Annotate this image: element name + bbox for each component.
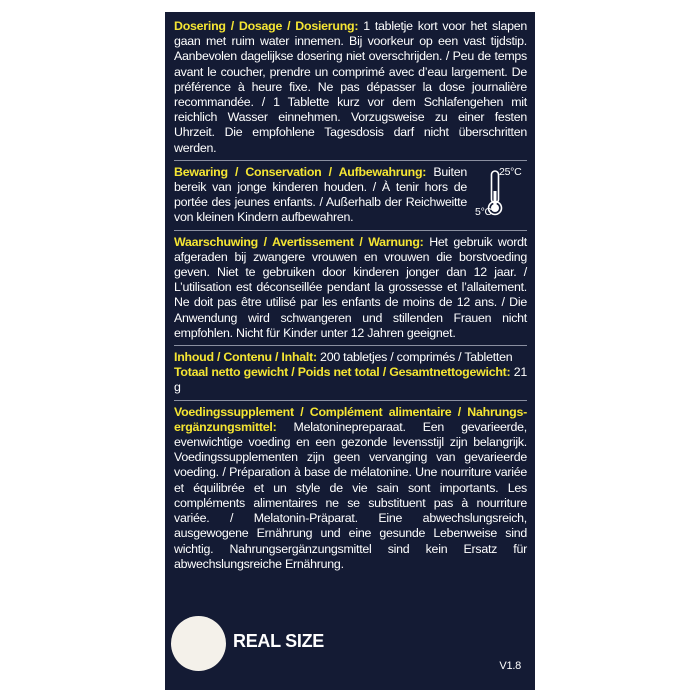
supplement-body: Melatoninepreparaat. Een gevarieerde, evenwichtige voeding en een gezonde levensstijl zijn belangrijk. Voedingssupplementen zijn geen vervanging van gevarieerde voeding. / Préparation à base de mélatonine. Une nourriture variée et équilibrée et un style de vie sain sont importants. Les compléments alimentaires ne se substituent pas à nourriture variée. / Melatonin-Präparat. Eine abwechslungsreich, ausgewogene Ernährung und eine gesunde Lebenweise sind wichtig. Nahrungsergänzungsmittel sind kein Ersatz für abwechslungsreiche Ernährung. bbox=[174, 419, 527, 571]
thermometer-icon bbox=[471, 165, 527, 225]
dosage-text bbox=[174, 19, 527, 156]
weight-body: 21 g bbox=[174, 365, 527, 395]
warning-body: Het gebruik wordt afgeraden bij zwangere vrouwen en vrouwen die borstvoeding geven. Niet te gebruiken door kinderen jonger dan 12 jaar. / L’utilisation est déconseillée pendant la grossesse et l’allaitement. Ne doit pas être utilisé par les enfants de moins de 12 ans. / Die Anwendung wird schwangeren und stillenden Frauen nicht empfohlen. Nicht für Kinder unter 12 Jahren geeignet. bbox=[174, 234, 527, 340]
real-size-caption: REAL SIZE bbox=[233, 631, 324, 651]
dosage-heading: Dosering / Dosage / Dosierung: bbox=[174, 19, 359, 33]
weight-heading: Totaal netto gewicht / Poids net total / Gesamtnettogewicht: bbox=[174, 365, 511, 380]
label-footer bbox=[165, 610, 535, 690]
warning-heading: Waarschuwing / Avertissement / Warnung: bbox=[174, 234, 424, 249]
storage-text bbox=[174, 165, 471, 226]
warning-section bbox=[174, 235, 527, 346]
warning-text bbox=[174, 235, 527, 341]
temp-max-label: 25°C bbox=[499, 165, 522, 178]
contents-body: 200 tabletjes / comprimés / Tabletten bbox=[316, 350, 513, 365]
storage-section bbox=[174, 165, 527, 231]
storage-heading: Bewaring / Conservation / Aufbewahrung: bbox=[174, 164, 427, 179]
temp-min-label: 5°C bbox=[475, 205, 492, 218]
dosage-section bbox=[174, 19, 527, 161]
weight-text bbox=[174, 365, 527, 395]
supplement-heading: Voedingssupplement / Complément alimentaire / Nahrungs-ergänzungsmittel: bbox=[174, 404, 527, 434]
contents-text bbox=[174, 350, 527, 365]
dosage-body: 1 tabletje kort voor het slapen gaan met ruim water innemen. Bij voorkeur op een vast tijdstip. Aanbevolen dagelijkse dosering niet overschrijden. / Peu de temps avant le coucher, prendre un comprimé avec d’eau largement. De préférence à heure fixe. Ne pas dépasser la dose journalière recommandée. / 1 Tablette kurz vor dem Schlafengehen mit reichlich Wasser einnehmen. Vorzugsweise zu einer festen Uhrzeit. Die empfohlene Tagesdosis darf nicht überschritten werden. bbox=[174, 19, 528, 155]
storage-body: Buiten bereik van jonge kinderen houden. / À tenir hors de portée des jeunes enfants. / Außerhalb der Reichweitte von kleinen Kindern aufbewahren. bbox=[174, 164, 467, 225]
supplement-text bbox=[174, 405, 527, 572]
contents-section bbox=[174, 350, 527, 401]
tablet-real-size-image bbox=[171, 616, 226, 671]
version-number: V1.8 bbox=[499, 659, 521, 672]
contents-heading: Inhoud / Contenu / Inhalt: bbox=[174, 350, 317, 365]
product-label bbox=[165, 12, 535, 690]
supplement-section bbox=[174, 405, 527, 576]
